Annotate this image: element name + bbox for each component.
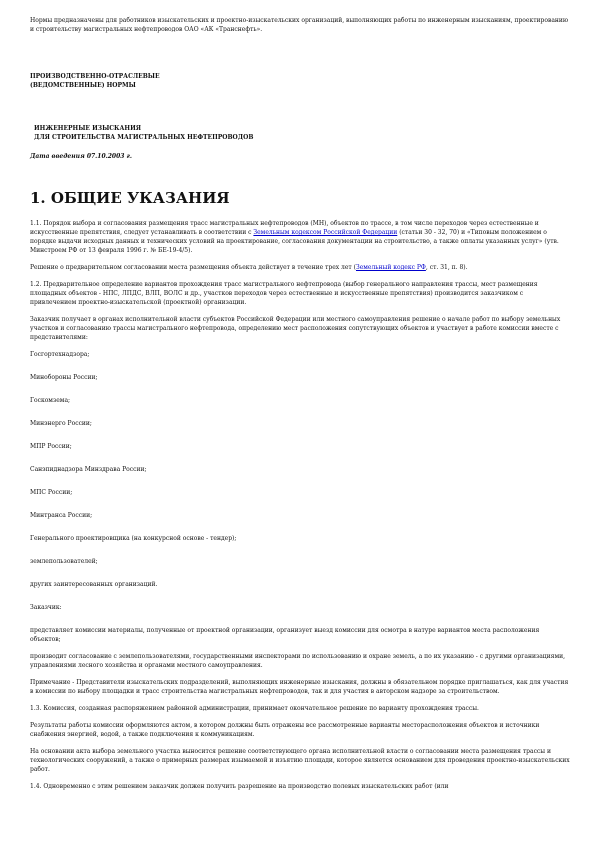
list-item: Минобороны России; xyxy=(30,374,98,381)
document-title-line1: ИНЖЕНЕРНЫЕ ИЗЫСКАНИЯ xyxy=(34,125,142,132)
paragraph-decision-validity xyxy=(30,263,571,272)
paragraph-1-1 xyxy=(30,219,571,255)
paragraph-customer-obtains: Заказчик получает в органах исполнительной власти субъектов Российской Федерации или местного самоуправления решение о начале работ по выбору земельных участков и согласованию трассы магистрального нефтепровода, определению мест расположения сопутствующих объектов и участвует в работе комиссии вместе с представителями: xyxy=(30,316,561,341)
list-item: МПР России; xyxy=(30,443,72,450)
norms-type-line1: ПРОИЗВОДСТВЕННО-ОТРАСЛЕВЫЕ xyxy=(30,73,160,80)
list-item: Санэпиднадзора Минздрава России; xyxy=(30,466,147,473)
paragraph-1-1-pre: 1.1. Порядок выбора и согласования размещения трасс магистральных нефтепроводов (МН), объектов по трассе, в том числе переходов через естественные и искусственные препятствия, следует устанавливать в соответствии с xyxy=(30,220,539,236)
list-item: Минтранса России; xyxy=(30,512,93,519)
paragraph-decision-post: , ст. 31, п. 8). xyxy=(425,264,468,271)
list-item: Госкомзема; xyxy=(30,397,71,404)
paragraph-note: Примечание - Представители изыскательских подразделений, выполняющих инженерные изыскания, должны в обязательном порядке приглашаться, как для участия в комиссии по выбору площадки и трасс строительства магистральных нефтепроводов, так и для участия в авторском надзоре за строительством. xyxy=(30,679,569,695)
document-title-block xyxy=(34,124,571,142)
paragraph-customer-agrees: производит согласование с землепользователями, государственными инспекторами по использованию и охране земель, а по их указанию - с другими организациями, управлениями лесного хозяйства и органами местного самоуправления. xyxy=(30,653,566,669)
list-item: Минэнерго России; xyxy=(30,420,92,427)
paragraph-1-3: 1.3. Комиссия, созданная распоряжением районной администрации, принимает окончательное решение по варианту прохождения трассы. xyxy=(30,705,479,712)
intro-text: Нормы предназначены для работников изыскательских и проектно-изыскательских организаций, выполняющих работы по инженерным изысканиям, проектированию и строительству магистральных нефтепроводов ОАО «АК «Транснефть». xyxy=(30,17,569,33)
paragraph-commission-results: Результаты работы комиссии оформляются актом, в котором должны быть отражены все рассмотренные варианты месторасположения объектов и источники снабжения энергией, водой, а также подключения к коммуникациям. xyxy=(30,722,540,738)
paragraph-1-4: 1.4. Одновременно с этим решением заказчик должен получить разрешение на производство полевых изыскательских работ (или xyxy=(30,783,449,790)
norms-type-line2: (ВЕДОМСТВЕННЫЕ) НОРМЫ xyxy=(30,82,136,89)
document-title-line2: ДЛЯ СТРОИТЕЛЬСТВА МАГИСТРАЛЬНЫХ НЕФТЕПРОВОДОВ xyxy=(34,134,254,141)
paragraph-customer-presents: представляет комиссии материалы, полученные от проектной организации, организует выезд комиссии для осмотра в натуре вариантов места расположения объектов; xyxy=(30,627,540,643)
list-item: МПС России; xyxy=(30,489,73,496)
land-code-rf-link[interactable]: Земельный кодекс РФ xyxy=(355,264,426,271)
paragraph-act-basis: На основании акта выбора земельного участка выносится решение соответствующего органа исполнительной власти о согласовании места размещения трассы и технологических сооружений, а также о примерных размерах изымаемой и изъятию площади, которое является основанием для проведения проектно-изыскательских работ. xyxy=(30,748,570,773)
customer-label: Заказчик: xyxy=(30,604,62,611)
land-code-link[interactable]: Земельным кодексом Российской Федерации xyxy=(253,229,398,236)
section-heading: 1. ОБЩИЕ УКАЗАНИЯ xyxy=(30,189,230,207)
norms-type-block xyxy=(30,72,571,90)
paragraph-1-2: 1.2. Предварительное определение вариантов прохождения трасс магистрального нефтепровода (выбор генерального направления трассы, мест размещения площадных объектов - НПС, ЛПДС, ВЛП, ВОЛС и др., участков переходов через естественные и искусственные препятствия) производится заказчиком с привлечением проектно-изыскательской (проектной) организации. xyxy=(30,281,538,306)
list-item: других заинтересованных организаций. xyxy=(30,581,158,588)
list-item: Госгортехнадзора; xyxy=(30,351,90,358)
paragraph-decision-pre: Решение о предварительном согласовании места размещения объекта действует в течение трех лет ( xyxy=(30,264,356,271)
list-item: Генерального проектировщика (на конкурсной основе - тендер); xyxy=(30,535,237,542)
effective-date: Дата введения 07.10.2003 г. xyxy=(30,153,132,160)
paragraph-1-1-post: (статьи 30 - 32, 70) и «Типовым положением о порядке выдачи исходных данных и технических условий на проектирование, согласования документации на строительство, а также оплаты указанных услуг» (утв. Минстроем РФ от 13 февраля 1996 г. № БЕ-19-4/5). xyxy=(30,229,559,254)
list-item: землепользователей; xyxy=(30,558,98,565)
